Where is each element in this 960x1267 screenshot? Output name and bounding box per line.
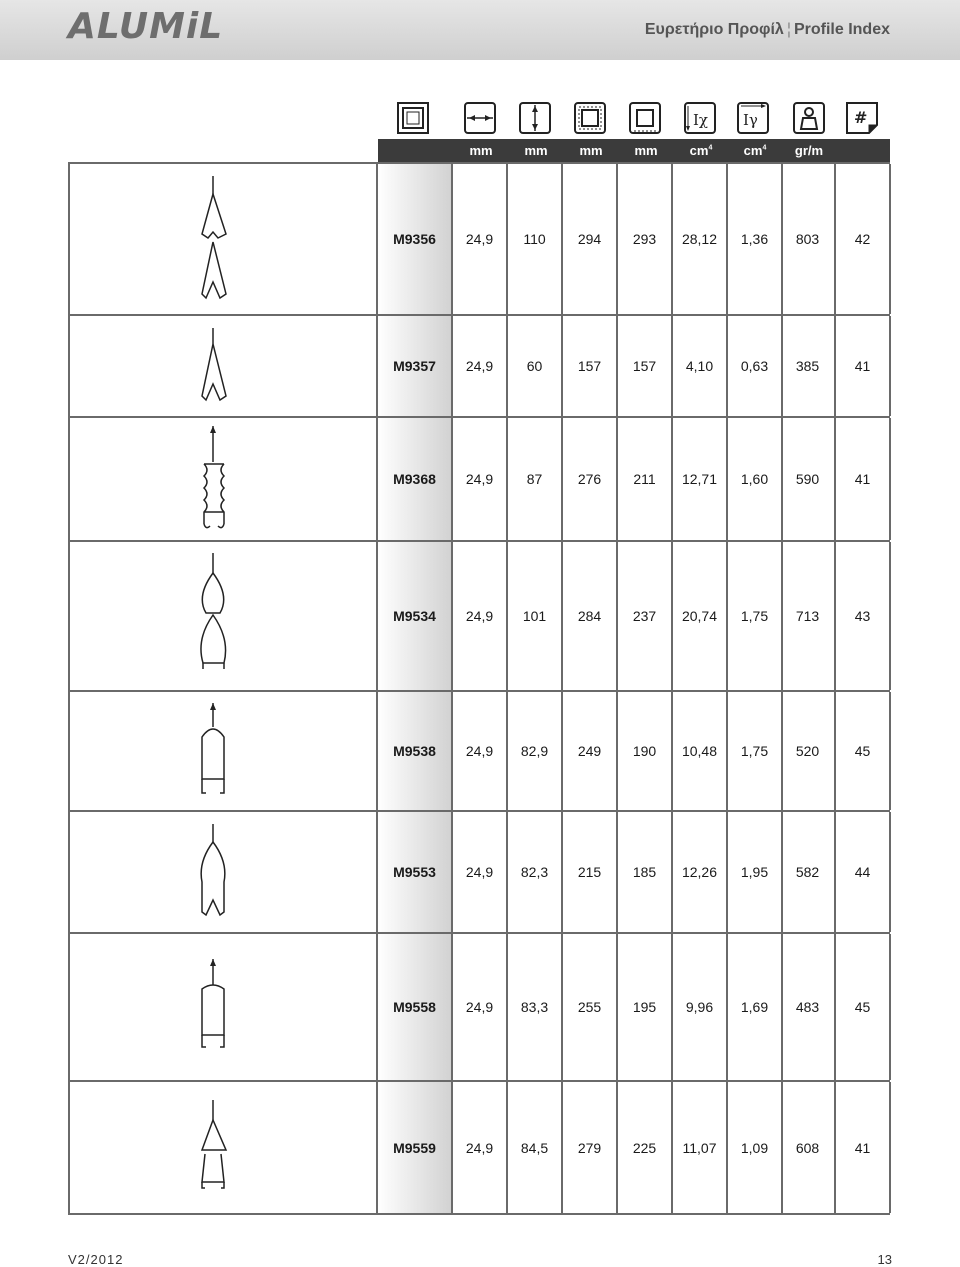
value-text: 279	[577, 1139, 602, 1156]
value-text: 83,3	[520, 999, 549, 1015]
value-text: 483	[795, 999, 820, 1015]
version-label: V2/2012	[68, 1252, 124, 1267]
value-cell	[728, 418, 783, 540]
profile-row	[68, 1080, 890, 1215]
value-cell	[781, 542, 836, 690]
value-text: 24,9	[465, 999, 494, 1015]
value-text: 590	[795, 471, 820, 487]
value-cell	[453, 934, 508, 1080]
value-text: 84,5	[520, 1139, 549, 1156]
value-text: 1,60	[740, 471, 769, 487]
value-cell	[836, 316, 891, 416]
unit-label: mm	[634, 143, 658, 158]
value-text: 1,09	[740, 1139, 769, 1156]
profile-row	[68, 932, 890, 1080]
value-cell	[781, 812, 836, 932]
frame-width-icon	[396, 101, 430, 135]
value-text: 45	[854, 999, 871, 1015]
value-text: 43	[854, 608, 871, 624]
unit-label: mm	[524, 143, 548, 158]
outer-frame-icon	[573, 101, 607, 135]
profile-code-cell	[378, 316, 453, 416]
value-cell	[728, 692, 783, 810]
value-text: 12,26	[681, 864, 718, 880]
value-cell	[508, 1082, 563, 1213]
value-cell	[508, 164, 563, 314]
value-text: 1,36	[740, 231, 769, 247]
value-cell	[781, 164, 836, 314]
value-text: 255	[577, 999, 602, 1015]
value-cell	[563, 1082, 618, 1213]
value-text: 101	[522, 608, 547, 624]
height-width-icon	[463, 101, 497, 135]
profile-code: M9534	[393, 608, 436, 624]
value-text: 41	[854, 1139, 871, 1156]
svg-text:#: #	[854, 108, 868, 127]
profile-code: M9558	[393, 999, 436, 1015]
value-text: 41	[854, 471, 871, 487]
value-text: 185	[632, 864, 657, 880]
value-cell	[508, 316, 563, 416]
value-cell	[836, 418, 891, 540]
value-cell	[508, 542, 563, 690]
value-cell	[563, 316, 618, 416]
value-text: 41	[854, 358, 871, 374]
alumil-logo: ALUMiL	[68, 6, 224, 47]
value-text: 24,9	[465, 864, 494, 880]
value-cell	[781, 934, 836, 1080]
value-cell	[673, 1082, 728, 1213]
value-text: 713	[795, 608, 820, 624]
value-text: 24,9	[465, 231, 494, 247]
value-text: 12,71	[681, 471, 718, 487]
value-cell	[728, 164, 783, 314]
value-text: 82,9	[520, 743, 549, 759]
profile-row	[68, 810, 890, 932]
value-text: 385	[795, 358, 820, 374]
value-cell	[453, 1082, 508, 1213]
value-cell	[508, 812, 563, 932]
value-text: 608	[795, 1139, 820, 1156]
profile-code: M9538	[393, 743, 436, 759]
value-text: 582	[795, 864, 820, 880]
value-cell	[673, 692, 728, 810]
page-title: Ευρετήριο Προφίλ ¦ Profile Index	[644, 21, 890, 38]
value-cell	[453, 418, 508, 540]
value-text: 0,63	[740, 358, 769, 374]
value-text: 4,10	[685, 358, 714, 374]
unit-label: mm	[469, 143, 493, 158]
value-text: 9,96	[685, 999, 714, 1015]
value-cell	[563, 418, 618, 540]
value-text: 110	[523, 231, 546, 247]
value-text: 249	[577, 743, 602, 759]
profile-drawing	[68, 1082, 378, 1213]
unit-label: gr/m	[794, 143, 824, 158]
profile-code-cell	[378, 1082, 453, 1213]
value-cell	[836, 812, 891, 932]
value-text: 190	[632, 743, 657, 759]
value-text: 293	[632, 231, 657, 247]
value-cell	[508, 418, 563, 540]
value-text: 24,9	[465, 358, 494, 374]
value-cell	[728, 542, 783, 690]
weight-person-icon	[792, 101, 826, 135]
value-text: 87	[526, 471, 543, 487]
value-text: 82,3	[520, 864, 549, 880]
profile-code: M9559	[393, 1139, 436, 1156]
value-cell	[453, 164, 508, 314]
value-cell	[673, 934, 728, 1080]
profile-row	[68, 540, 890, 690]
profile-code-cell	[378, 542, 453, 690]
title-english: Profile Index	[793, 21, 890, 38]
value-cell	[673, 164, 728, 314]
value-text: 24,9	[465, 743, 494, 759]
value-text: 284	[577, 608, 602, 624]
profile-code-cell	[378, 812, 453, 932]
value-cell	[673, 812, 728, 932]
value-cell	[563, 164, 618, 314]
value-cell	[618, 542, 673, 690]
profile-code-cell	[378, 418, 453, 540]
profile-code-cell	[378, 934, 453, 1080]
value-cell	[618, 692, 673, 810]
value-cell	[508, 692, 563, 810]
value-cell	[563, 692, 618, 810]
value-text: 157	[632, 358, 657, 374]
value-text: 1,95	[740, 864, 769, 880]
value-text: 28,12	[681, 231, 718, 247]
value-text: 45	[854, 743, 871, 759]
value-cell	[453, 812, 508, 932]
profile-drawing	[68, 164, 378, 314]
profile-code-cell	[378, 692, 453, 810]
value-text: 1,69	[740, 999, 769, 1015]
value-cell	[781, 418, 836, 540]
profile-drawing	[68, 934, 378, 1080]
unit-label: $cm^4$	[743, 143, 767, 158]
top-header-bar	[0, 0, 960, 60]
profile-row	[68, 314, 890, 416]
profile-drawing	[68, 316, 378, 416]
value-text: 44	[854, 864, 871, 880]
value-cell	[453, 542, 508, 690]
vertical-height-icon	[518, 101, 552, 135]
value-cell	[836, 692, 891, 810]
value-cell	[618, 316, 673, 416]
value-cell	[781, 1082, 836, 1213]
inner-frame-icon	[628, 101, 662, 135]
svg-text:Iχ: Iχ	[693, 111, 709, 129]
value-text: 60	[526, 358, 543, 374]
value-cell	[673, 418, 728, 540]
profile-code: M9356	[393, 231, 436, 247]
profile-code: M9553	[393, 864, 436, 880]
value-text: 1,75	[740, 608, 769, 624]
svg-text:Iγ: Iγ	[743, 111, 758, 129]
value-cell	[673, 316, 728, 416]
value-text: 42	[854, 231, 871, 247]
value-cell	[728, 934, 783, 1080]
value-cell	[618, 934, 673, 1080]
value-cell	[618, 1082, 673, 1213]
profile-row	[68, 162, 890, 314]
value-text: 24,9	[465, 608, 494, 624]
value-text: 195	[632, 999, 657, 1015]
value-cell	[618, 164, 673, 314]
value-cell	[673, 542, 728, 690]
value-cell	[781, 316, 836, 416]
units-header-bar	[378, 139, 890, 162]
hash-count-icon	[845, 101, 879, 135]
value-text: 1,75	[740, 743, 769, 759]
value-cell	[836, 934, 891, 1080]
profile-row	[68, 416, 890, 540]
value-text: 20,74	[681, 608, 718, 624]
value-cell	[836, 542, 891, 690]
value-cell	[563, 812, 618, 932]
profile-drawing	[68, 692, 378, 810]
value-text: 803	[795, 231, 820, 247]
value-text: 215	[577, 864, 602, 880]
value-cell	[836, 1082, 891, 1213]
value-text: 24,9	[465, 471, 494, 487]
value-cell	[453, 692, 508, 810]
value-cell	[728, 812, 783, 932]
value-text: 10,48	[681, 743, 718, 759]
value-text: 294	[577, 231, 602, 247]
value-cell	[563, 542, 618, 690]
value-text: 520	[795, 743, 820, 759]
value-cell	[781, 692, 836, 810]
unit-label: mm	[579, 143, 603, 158]
profile-code: M9357	[393, 358, 436, 374]
value-cell	[836, 164, 891, 314]
value-text: 11,07	[682, 1139, 717, 1156]
value-cell	[508, 934, 563, 1080]
page-number: 13	[877, 1252, 892, 1267]
value-cell	[618, 418, 673, 540]
ix-inertia-icon	[683, 101, 717, 135]
profile-code: M9368	[393, 471, 436, 487]
value-cell	[618, 812, 673, 932]
value-text: 157	[577, 358, 602, 374]
value-text: 237	[632, 608, 657, 624]
value-text: 225	[632, 1139, 657, 1156]
value-text: 276	[577, 471, 602, 487]
value-cell	[728, 1082, 783, 1213]
value-cell	[728, 316, 783, 416]
profile-drawing	[68, 812, 378, 932]
value-cell	[563, 934, 618, 1080]
title-greek: Ευρετήριο Προφίλ	[644, 21, 784, 38]
profile-table	[68, 162, 890, 1215]
unit-label: $cm^4$	[689, 143, 713, 158]
value-text: 24,9	[465, 1139, 494, 1156]
profile-drawing	[68, 542, 378, 690]
value-text: 211	[633, 471, 656, 487]
profile-code-cell	[378, 164, 453, 314]
value-cell	[453, 316, 508, 416]
iy-inertia-icon	[736, 101, 770, 135]
profile-drawing	[68, 418, 378, 540]
profile-row	[68, 690, 890, 810]
